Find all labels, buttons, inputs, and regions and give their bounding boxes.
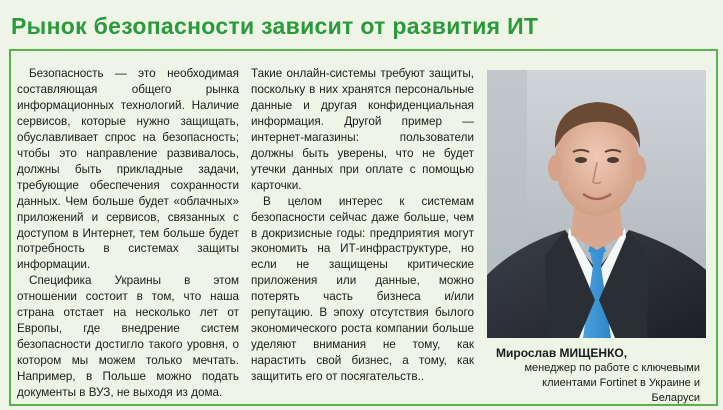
article-title: Рынок безопасности зависит от развития ИТ [11, 13, 539, 39]
text-column-2 [251, 66, 474, 385]
paragraph: В целом интерес к системам безопасности сейчас даже больше, чем в докризисные годы: предприятия могут экономить на ИТ-инфраструктуре, но если не защищены критические приложения или данные, можно потерять часть бизнеса и/или репутацию. В эпоху отсутствия былого экономического роста компании больше уделяют внимания не тому, как нарастить свой бизнес, а тому, как защитить его от посягательств.. [251, 194, 474, 384]
portrait-photo [487, 70, 706, 338]
caption-name: Мирослав МИЩЕНКО, [496, 346, 628, 360]
portrait-illustration [487, 70, 706, 338]
photo-caption [492, 346, 708, 406]
paragraph: Такие онлайн-системы требуют защиты, поскольку в них хранятся персональные данные и другая конфиденциальная информация. Другой пример — интернет-магазины: пользователи должны быть уверены, что не будет утечки данных при оплате с помощью карточки. [251, 67, 474, 192]
paragraph: Безопасность — это необходимая составляющая общего рынка информационных технологий. Наличие сервисов, которые нужно защищать, обуславливает спрос на безопасность; чтобы это направление развивалось, должны быть прикладные задачи, требующие обеспечения сохранности данных. Чем больше будет «облачных» приложений и сервисов, связанных с доступом в Интернет, тем больше будет потребность в системах защиты информации. [17, 67, 239, 272]
text-column-1 [17, 66, 239, 401]
paragraph: Специфика Украины в этом отношении состоит в том, что наша страна отстает на несколько лет от Европы, где внедрение систем безопасности достигло такого уровня, о котором мы можем только мечтать. Например, в Польше можно подать документы в ВУЗ, не выходя из дома. [17, 274, 239, 400]
caption-role: менеджер по работе с ключевыми клиентами Fortinet в Украине и Беларуси [524, 362, 700, 404]
